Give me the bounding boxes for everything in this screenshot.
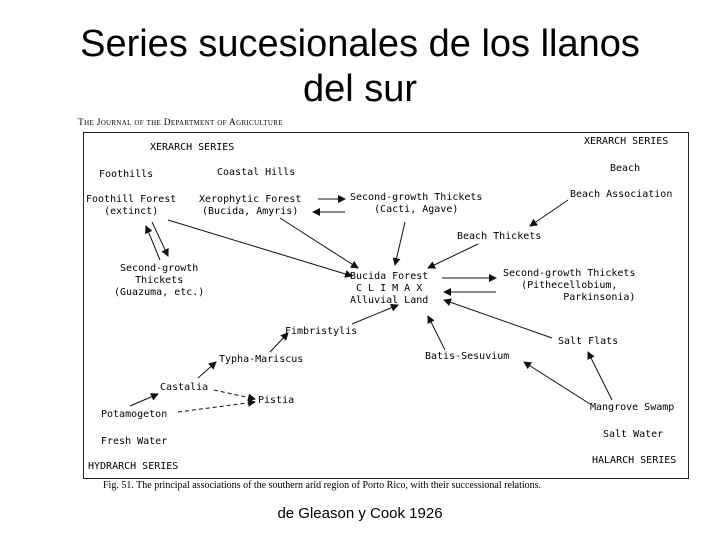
node-sg-thickets-cacti-line-2: (Cacti, Agave) <box>374 204 459 215</box>
arrow-castalia-to-pistia <box>214 390 255 399</box>
node-bucida-line-1: Bucida Forest <box>350 271 429 282</box>
arrow-potamogeton-to-pistia <box>178 402 255 412</box>
node-xerophytic-forest <box>199 194 301 218</box>
series-label-hydrarch: HYDRARCH SERIES <box>88 461 179 472</box>
series-label-halarch: HALARCH SERIES <box>592 455 677 466</box>
arrow-foothill-to-guazuma <box>152 222 168 256</box>
slide-title-line-2: del sur <box>302 68 418 110</box>
arrow-saltflats-to-bucida <box>444 300 552 338</box>
arrow-batis-to-bucida <box>428 316 445 350</box>
node-salt-flats: Salt Flats <box>558 336 619 347</box>
figure-caption: Fig. 51. The principal associations of the southern arid region of Porto Rico, with their successional relations. <box>103 480 542 491</box>
node-sg-guazuma-line-1: Second-growth <box>120 263 199 274</box>
node-foothill-forest-line-1: Foothill Forest <box>86 194 177 205</box>
arrow-beach-assoc-to-thickets <box>530 200 568 226</box>
node-beach-association: Beach Association <box>570 189 673 200</box>
node-sg-guazuma-line-3: (Guazuma, etc.) <box>114 287 205 298</box>
arrow-fimbristylis-to-bucida <box>352 305 398 324</box>
node-potamogeton: Potamogeton <box>101 409 168 420</box>
node-foothills: Foothills <box>99 169 154 180</box>
series-label-xerarch-right: XERARCH SERIES <box>584 136 669 147</box>
node-batis-sesuvium: Batis-Sesuvium <box>425 351 510 362</box>
node-beach: Beach <box>610 163 641 174</box>
node-typha-mariscus: Typha-Mariscus <box>219 354 304 365</box>
node-castalia: Castalia <box>160 382 209 393</box>
journal-header: The Journal of the Department of Agriculture <box>78 118 283 128</box>
arrow-sg-cacti-to-bucida <box>395 222 405 265</box>
node-bucida-line-3: Alluvial Land <box>350 295 429 306</box>
node-coastal-hills: Coastal Hills <box>217 167 296 178</box>
node-sg-guazuma-line-2: Thickets <box>135 275 184 286</box>
node-sg-thickets-pithecellobium <box>503 268 635 304</box>
node-bucida-line-2: C L I M A X <box>356 283 423 294</box>
node-mangrove-swamp: Mangrove Swamp <box>590 402 675 413</box>
node-foothill-forest-line-2: (extinct) <box>104 206 159 217</box>
node-sg-pith-line-2: (Pithecellobium, <box>521 280 618 291</box>
arrow-guazuma-to-foothill <box>146 226 160 260</box>
arrow-castalia-to-typha <box>198 362 216 378</box>
node-fimbristylis: Fimbristylis <box>285 326 358 337</box>
node-fresh-water: Fresh Water <box>101 436 168 447</box>
node-salt-water: Salt Water <box>603 429 664 440</box>
arrow-mangrove-to-batis <box>524 362 590 404</box>
slide-title-line-1: Series sucesionales de los llanos <box>80 23 640 65</box>
node-sg-thickets-cacti <box>350 192 482 216</box>
arrow-mangrove-to-saltflats <box>588 352 612 400</box>
arrow-potamogeton-to-castalia <box>130 394 158 406</box>
node-sg-thickets-cacti-line-1: Second-growth Thickets <box>350 192 483 203</box>
arrow-xerophytic-to-bucida <box>280 218 358 268</box>
series-label-xerarch-left: XERARCH SERIES <box>150 142 235 153</box>
node-beach-thickets: Beach Thickets <box>457 231 542 242</box>
node-pistia: Pistia <box>258 395 295 406</box>
arrow-thickets-to-bucida <box>428 244 478 268</box>
node-bucida-forest <box>350 271 428 307</box>
node-sg-pith-line-3: Parkinsonia) <box>563 292 636 303</box>
node-sg-thickets-guazuma <box>114 263 204 299</box>
node-sg-pith-line-1: Second-growth Thickets <box>503 268 636 279</box>
node-xerophytic-forest-line-1: Xerophytic Forest <box>199 194 302 205</box>
node-xerophytic-forest-line-2: (Bucida, Amyris) <box>202 206 299 217</box>
node-foothill-forest <box>86 194 176 218</box>
slide-credit: de Gleason y Cook 1926 <box>277 505 443 522</box>
